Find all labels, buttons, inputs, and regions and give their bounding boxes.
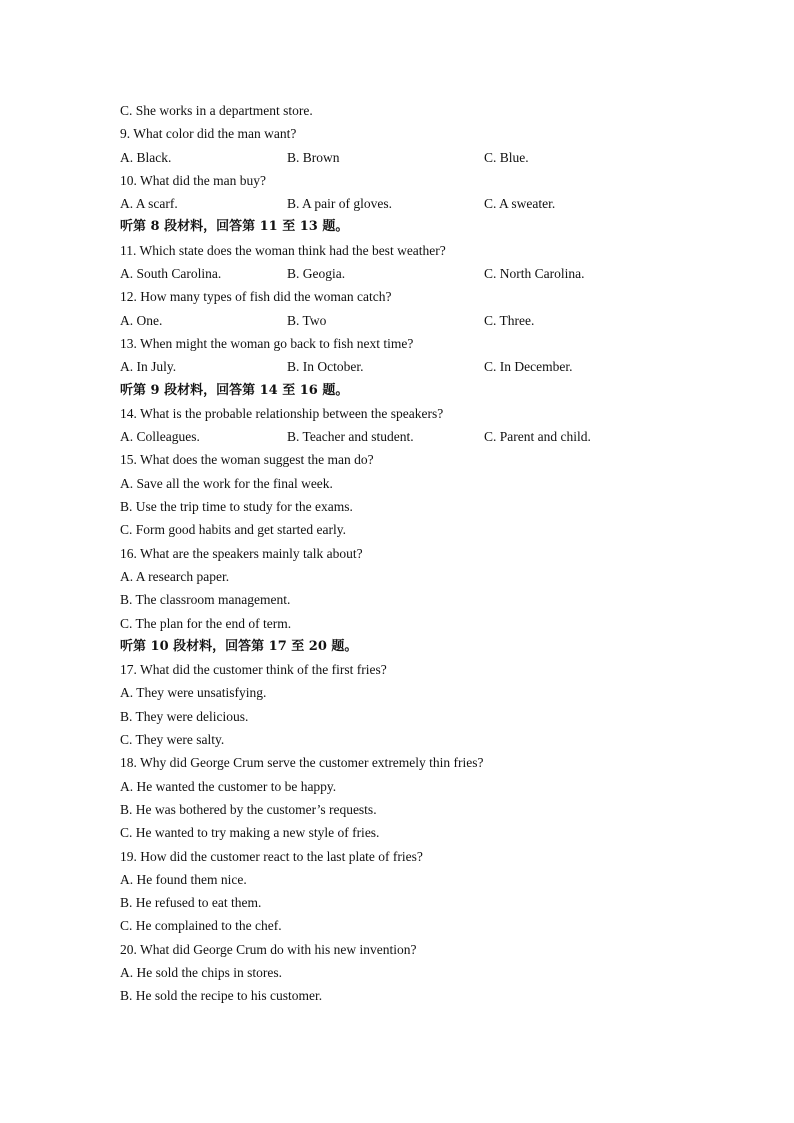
option-a: A. In July. [120,359,177,375]
answer-options-row [120,146,740,169]
question-text: 19. How did the customer react to the last plate of fries? [120,848,423,864]
question-text: 15. What does the woman suggest the man do? [120,452,374,468]
exam-page [120,99,740,1008]
option-a: A. Colleagues. [120,429,200,445]
answer-option: A. He found them nice. [120,871,247,887]
answer-option: C. Form good habits and get started early. [120,522,346,538]
option-c: C. A sweater. [484,196,556,212]
answer-option: A. He wanted the customer to be happy. [120,778,337,794]
section-heading: 听第 8 段材料，回答第 11 至 13 题。 [120,219,349,235]
answer-options-row [120,425,740,448]
option-a: A. Black. [120,149,172,165]
answer-option: A. He sold the chips in stores. [120,964,282,980]
answer-option: C. The plan for the end of term. [120,615,292,631]
question-text: 12. How many types of fish did the woman catch? [120,289,392,305]
answer-option: B. He sold the recipe to his customer. [120,988,323,1004]
option-c: C. Parent and child. [484,429,591,445]
section-heading: 听第 9 段材料，回答第 14 至 16 题。 [120,382,349,398]
question-text: 16. What are the speakers mainly talk about? [120,545,363,561]
question-text: 10. What did the man buy? [120,172,266,188]
option-a: A. A scarf. [120,196,178,212]
answer-option: B. The classroom management. [120,592,291,608]
answer-options-row [120,262,740,285]
question-text: 11. Which state does the woman think had the best weather? [120,242,446,258]
question-text: 20. What did George Crum do with his new invention? [120,941,417,957]
option-c: C. North Carolina. [484,266,585,282]
question-text: 9. What color did the man want? [120,126,297,142]
answer-option: A. A research paper. [120,568,230,584]
option-a: A. South Carolina. [120,266,222,282]
answer-option: A. They were unsatisfying. [120,685,267,701]
answer-option: C. He complained to the chef. [120,918,282,934]
answer-option: B. He was bothered by the customer’s requests. [120,801,377,817]
answer-options-row [120,355,740,378]
option-c: C. Blue. [484,149,529,165]
option-b: B. Teacher and student. [287,429,414,445]
option-c: C. Three. [484,312,535,328]
answer-option: B. They were delicious. [120,708,249,724]
option-a: A. One. [120,312,163,328]
answer-option: A. Save all the work for the final week. [120,475,333,491]
question-text: 17. What did the customer think of the first fries? [120,662,387,678]
question-text: 13. When might the woman go back to fish next time? [120,335,414,351]
question-text: 14. What is the probable relationship between the speakers? [120,405,444,421]
answer-option: C. They were salty. [120,732,225,748]
option-c: C. In December. [484,359,573,375]
section-heading: 听第 10 段材料，回答第 17 至 20 题。 [120,638,358,654]
option-b: B. A pair of gloves. [287,196,392,212]
option-b: B. Two [287,312,327,328]
answer-option: B. He refused to eat them. [120,895,262,911]
answer-option: C. She works in a department store. [120,103,313,118]
answer-options-row [120,192,740,215]
answer-options-row [120,309,740,332]
answer-option: B. Use the trip time to study for the exams. [120,499,353,515]
option-b: B. Brown [287,149,340,165]
answer-option: C. He wanted to try making a new style of fries. [120,825,380,841]
option-b: B. Geogia. [287,266,346,282]
question-text: 18. Why did George Crum serve the customer extremely thin fries? [120,755,484,771]
option-b: B. In October. [287,359,364,375]
